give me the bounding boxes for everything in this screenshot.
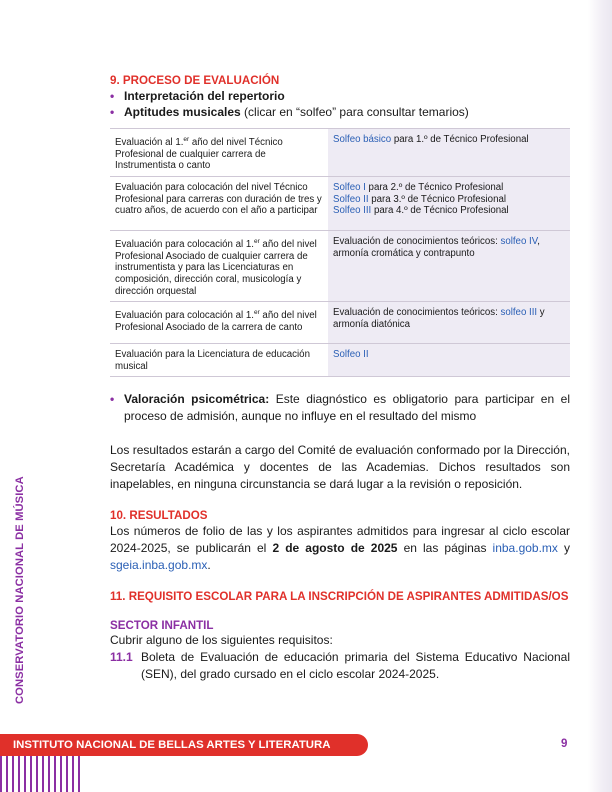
table-row	[110, 129, 570, 177]
table-cell-evaluation: Evaluación para la Licenciatura de educación musical	[110, 344, 328, 377]
bullet-text: Interpretación del repertorio	[124, 89, 285, 103]
sidebar-title: CONSERVATORIO NACIONAL DE MÚSICA	[14, 476, 26, 704]
bullet-text: Este diagnóstico es obligatorio para participar en el proceso de admisión, aunque no influye en el resultado del mismo	[124, 392, 570, 424]
list-item	[110, 104, 570, 120]
list-item	[110, 391, 570, 425]
footer-bar	[0, 734, 368, 756]
psychometric-bullet-list	[110, 391, 570, 425]
evaluation-bullet-list	[110, 88, 570, 120]
section-11-title: 11. REQUISITO ESCOLAR PARA LA INSCRIPCIÓN DE ASPIRANTES ADMITIDAS/OS	[110, 590, 569, 604]
solfeo-iv-link[interactable]: solfeo IV	[500, 236, 538, 248]
solfeo-basico-link[interactable]: Solfeo básico	[333, 134, 392, 145]
bullet-icon: •	[110, 89, 115, 103]
sgeia-link[interactable]: sgeia.inba.gob.mx	[110, 558, 208, 573]
section-10-title: 10. RESULTADOS	[110, 509, 208, 523]
requirements-intro: Cubrir alguno de los siguientes requisitos:	[110, 633, 333, 648]
list-item	[110, 649, 570, 682]
bullet-bold-text: Valoración psicométrica:	[124, 392, 270, 407]
bullet-icon: •	[110, 105, 115, 119]
results-paragraph: Los resultados estarán a cargo del Comité de evaluación conformado por la Dirección, Secretaría Académica y docentes de las Academias. Dichos resultados son inapelables, en ninguna circunstancia se dará lugar a la revisión o reposición.	[110, 443, 570, 492]
solfeo-ii-educacion-link[interactable]: Solfeo II	[333, 349, 369, 361]
table-cell-solfeo: Solfeo I para 2.º de Técnico Profesional Solfeo II para 3.º de Técnico Profesional Solfeo III para 4.º de Técnico Profesional	[328, 177, 570, 231]
solfeo-iii-theory-link[interactable]: solfeo III	[500, 307, 538, 319]
bullet-bold-text: Aptitudes musicales	[124, 105, 241, 119]
section-10-paragraph: Los números de folio de las y los aspirantes admitidos para ingresar al ciclo escolar 2024-2025, se publicarán el 2 de agosto de 2025 en las páginas inba.gob.mx y sgeia.inba.gob.mx.	[110, 524, 571, 573]
item-text: Boleta de Evaluación de educación primaria del Sistema Educativo Nacional (SEN), del grado cursado en el ciclo escolar 2024-2025.	[141, 650, 570, 681]
solfeo-i-link[interactable]: Solfeo I	[333, 182, 366, 194]
page-number: 9	[561, 738, 568, 750]
table-cell-solfeo: Evaluación de conocimientos teóricos: solfeo IV, armonía cromática y contrapunto	[328, 231, 570, 302]
sector-title: SECTOR INFANTIL	[110, 619, 214, 633]
table-row	[110, 344, 570, 377]
bullet-icon: •	[110, 392, 115, 407]
table-cell-evaluation: Evaluación para colocación del nivel Técnico Profesional para carreras con duración de tres y cuatro años, de acuerdo con el año a participar	[110, 177, 328, 231]
main-content	[110, 74, 570, 682]
table-cell-evaluation: Evaluación para colocación al 1.$^{er}$ año del nivel Profesional Asociado de la carrera de canto	[110, 302, 328, 344]
decorative-side-band	[588, 0, 612, 792]
table-cell-evaluation: Evaluación para colocación al 1.$^{er}$ año del nivel Profesional Asociado de cualquier carrera de instrumentista y para las Licenciaturas en composición, dirección coral, musicología y dirección orquestal	[110, 231, 328, 302]
table-cell-solfeo	[328, 344, 570, 377]
bullet-text: (clicar en “solfeo” para consultar temarios)	[240, 105, 469, 119]
list-item	[110, 88, 570, 104]
table-row	[110, 302, 570, 344]
solfeo-iii-link[interactable]: Solfeo III	[333, 205, 372, 217]
inba-link[interactable]: inba.gob.mx	[492, 541, 558, 556]
solfeo-ii-link[interactable]: Solfeo II	[333, 193, 369, 205]
table-cell-evaluation: Evaluación al 1.$^{er}$ año del nivel Técnico Profesional de cualquier carrera de Instrumentista o canto	[110, 129, 328, 177]
table-cell-solfeo: Solfeo básico para 1.º de Técnico Profesional	[328, 129, 570, 177]
footer-institute-name: INSTITUTO NACIONAL DE BELLAS ARTES Y LITERATURA	[13, 739, 331, 751]
decorative-stripes	[0, 756, 90, 792]
section-9-title: 9. PROCESO DE EVALUACIÓN	[110, 74, 280, 87]
table-cell-solfeo: Evaluación de conocimientos teóricos: solfeo III y armonía diatónica	[328, 302, 570, 344]
table-row	[110, 231, 570, 302]
table-row	[110, 177, 570, 231]
requirements-list	[110, 649, 570, 682]
item-number: 11.1	[110, 650, 133, 665]
evaluation-table	[110, 128, 570, 377]
